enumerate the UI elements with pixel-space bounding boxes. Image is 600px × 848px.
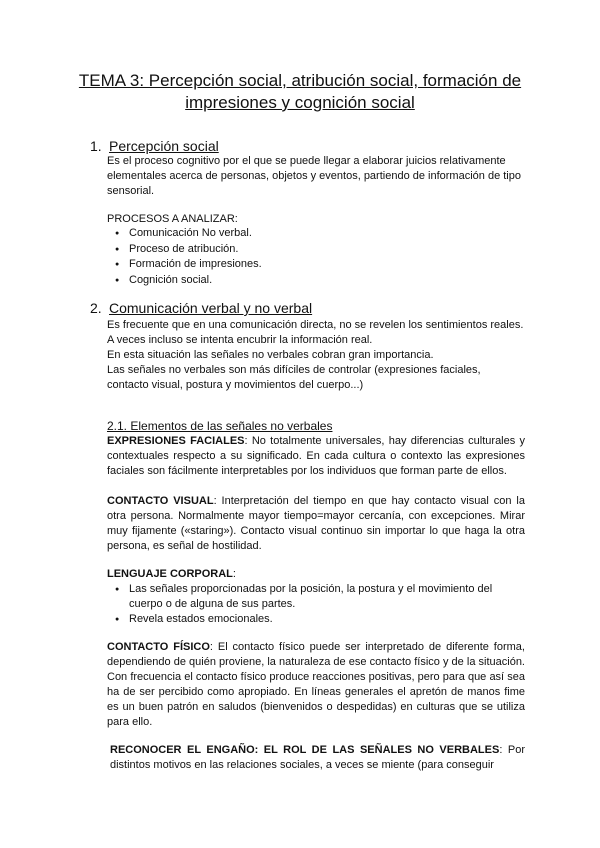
lenguaje-corporal-colon: : xyxy=(232,568,236,580)
title-line-1: TEMA 3: Percepción social, atribución social, formación de xyxy=(78,71,522,90)
list-item: ● Revela estados emocionales. xyxy=(107,612,525,627)
page-title xyxy=(50,70,550,114)
list-item: ● Las señales proporcionadas por la posición, la postura y el movimiento del cuerpo o de alguna de sus partes. xyxy=(107,582,525,612)
paragraph: Es frecuente que en una comunicación directa, no se revelen los sentimientos reales. xyxy=(107,319,524,331)
procesos-list xyxy=(107,226,525,288)
reconocer-engano-text: : Por distintos motivos en las relaciones sociales, a veces se miente (para conseguir xyxy=(110,744,526,771)
contacto-fisico-text: : El contacto físico puede ser interpretado de diferente forma, dependiendo de quién proviene, la naturaleza de ese contacto físico y de la situación. Con frecuencia el contacto físico produce reacciones positivas, pero para que así sea ha de ser percibido como apropiado. En líneas generales el apretón de manos fime es un buen patrón en saludos (bienvenidos o despedidas) en culturas que se utiliza para ello. xyxy=(107,641,525,728)
paragraph: Las señales no verbales son más difíciles de controlar (expresiones faciales, contacto visual, postura y movimientos del cuerpo...) xyxy=(107,364,481,391)
contacto-visual-label: CONTACTO VISUAL xyxy=(107,495,214,507)
paragraph: En esta situación las señales no verbales cobran gran importancia. xyxy=(107,349,434,361)
lenguaje-corporal-list xyxy=(107,582,525,627)
section-2-number: 2. xyxy=(90,300,102,316)
reconocer-engano-paragraph xyxy=(110,743,525,773)
section-2-title: Comunicación verbal y no verbal xyxy=(109,300,313,316)
definition-text: Es el proceso cognitivo por el que se puede llegar a elaborar juicios relativamente elementales acerca de personas, objetos y eventos, partiendo de información de tipo sensorial. xyxy=(107,155,521,197)
expresiones-faciales-paragraph xyxy=(107,434,525,479)
expresiones-faciales-text: : No totalmente universales, hay diferencias culturales y contextuales respecto a su significado. En cada cultura o contexto las expresiones faciales son fácilmente interpretables por los individuos que forman parte de ellos. xyxy=(107,435,526,477)
expresiones-faciales-label: EXPRESIONES FACIALES xyxy=(107,435,245,447)
subsection-2-1-title: 2.1. Elementos de las señales no verbales xyxy=(107,419,333,433)
list-item: ● Proceso de atribución. xyxy=(107,242,525,258)
procesos-label-block xyxy=(107,212,525,227)
contacto-fisico-paragraph xyxy=(107,640,525,730)
contacto-fisico-label: CONTACTO FÍSICO xyxy=(107,641,210,653)
lenguaje-corporal-heading xyxy=(107,567,525,582)
list-item: ● Cognición social. xyxy=(107,273,525,289)
list-item: ● Comunicación No verbal. xyxy=(107,226,525,242)
section-2-heading xyxy=(90,299,312,317)
contacto-visual-paragraph xyxy=(107,494,525,554)
paragraph: A veces incluso se intenta encubrir la información real. xyxy=(107,334,373,346)
section-2-body xyxy=(107,318,525,393)
reconocer-engano-label: RECONOCER EL ENGAÑO: EL ROL DE LAS SEÑALES NO VERBALES xyxy=(110,744,500,756)
list-item: ● Formación de impresiones. xyxy=(107,257,525,273)
section-1-number: 1. xyxy=(90,138,102,154)
contacto-visual-text: : Interpretación del tiempo en que hay contacto visual con la otra persona. Normalmente mayor tiempo=mayor cercanía, con excepciones. Mirar muy fijamente («staring»). Contacto visual continuo sin importar lo que haga la otra persona, es señal de hostilidad. xyxy=(107,495,525,552)
lenguaje-corporal-label: LENGUAJE CORPORAL xyxy=(107,568,233,580)
section-1-heading xyxy=(90,137,219,155)
section-1-definition xyxy=(107,154,525,199)
section-1-title: Percepción social xyxy=(109,138,219,154)
procesos-label: PROCESOS A ANALIZAR: xyxy=(107,213,238,225)
title-line-2: impresiones y cognición social xyxy=(185,93,415,112)
